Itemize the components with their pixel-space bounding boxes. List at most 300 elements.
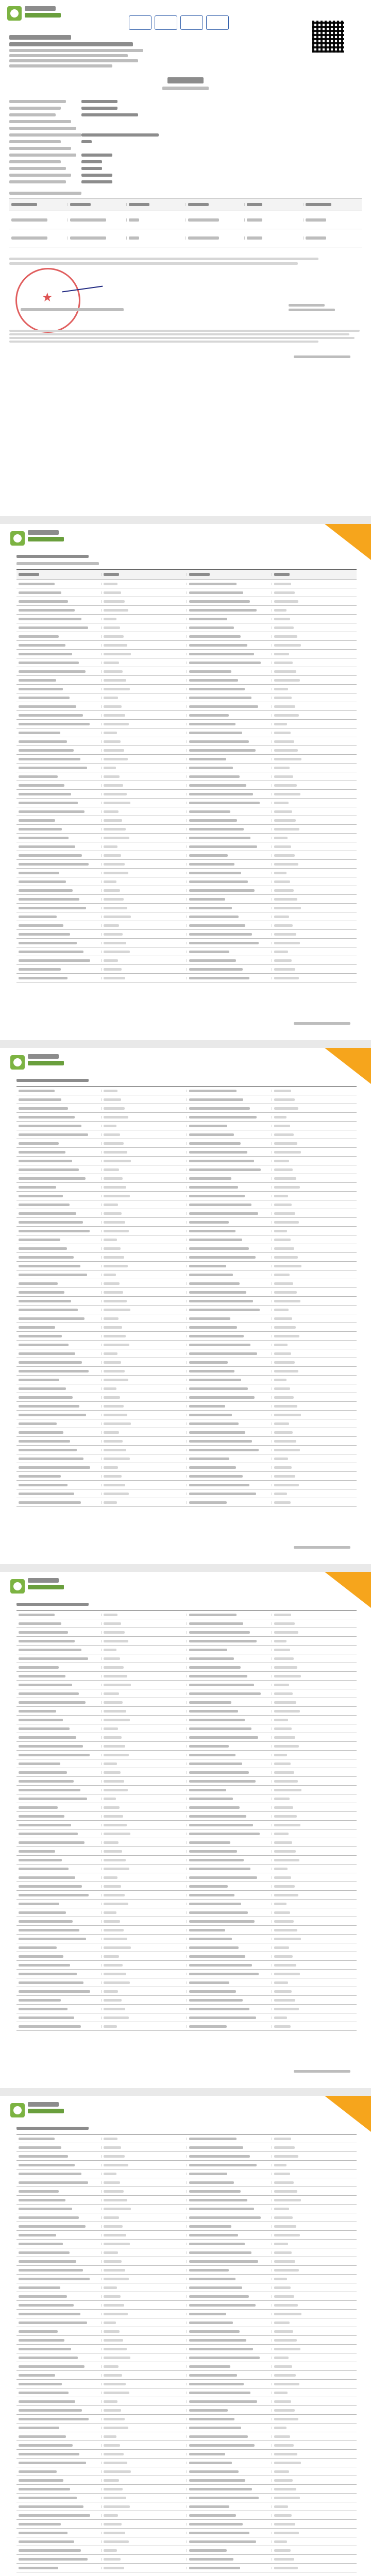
report-date-footer — [289, 304, 335, 311]
table-cell — [16, 2462, 102, 2464]
table-cell — [187, 2418, 272, 2420]
table-cell — [102, 1981, 187, 1984]
table-row — [16, 799, 357, 807]
table-row — [16, 947, 357, 956]
table-row — [16, 1882, 357, 1891]
table-cell — [16, 1414, 102, 1416]
table-row — [16, 1628, 357, 1637]
table-cell — [16, 1449, 102, 1451]
table-cell — [272, 705, 357, 708]
table-cell — [187, 1186, 272, 1189]
table-cell — [272, 1754, 357, 1756]
table-cell — [102, 1221, 187, 1224]
table-row — [16, 1646, 357, 1654]
table-cell — [272, 1981, 357, 1984]
table-cell — [187, 2400, 272, 2403]
table-cell — [102, 2181, 187, 2184]
table-row — [16, 588, 357, 597]
table-row — [16, 825, 357, 834]
table-cell — [16, 1736, 102, 1739]
table-cell — [16, 924, 102, 927]
table-cell — [187, 1815, 272, 1818]
table-cell — [272, 2243, 357, 2245]
ilac-certification-icon — [180, 15, 203, 30]
section-title — [16, 562, 99, 565]
table-row — [16, 2415, 357, 2424]
table-cell — [272, 2286, 357, 2289]
table-cell — [102, 2374, 187, 2377]
table-cell — [272, 2295, 357, 2298]
table-cell — [187, 1414, 272, 1416]
table-row — [16, 1428, 357, 1437]
table-cell — [102, 1387, 187, 1390]
table-cell — [102, 723, 187, 725]
table-row — [16, 904, 357, 912]
table-cell — [272, 1911, 357, 1914]
table-cell — [102, 1317, 187, 1320]
table-cell — [272, 2444, 357, 2447]
table-cell — [102, 1859, 187, 1861]
table-cell — [272, 1614, 357, 1616]
table-cell — [187, 1614, 272, 1616]
table-cell — [187, 828, 272, 831]
table-cell — [187, 1745, 272, 1748]
table-cell — [187, 1344, 272, 1346]
table-cell — [16, 2025, 102, 2028]
table-cell — [102, 1239, 187, 1241]
table-row — [16, 1681, 357, 1689]
table-row — [16, 1821, 357, 1829]
table-cell — [187, 2540, 272, 2543]
table-cell — [16, 1475, 102, 1478]
table-row — [16, 2546, 357, 2555]
table-cell — [187, 2155, 272, 2158]
table-cell — [187, 1493, 272, 1495]
table-cell — [16, 1090, 102, 1092]
table-cell — [272, 1745, 357, 1748]
table-cell — [272, 1335, 357, 1337]
table-cell — [187, 644, 272, 647]
pesticide-results-table — [16, 569, 357, 982]
cma-certification-icon — [155, 15, 177, 30]
table-row — [16, 2397, 357, 2406]
table-cell — [272, 1964, 357, 1967]
table-cell — [16, 1458, 102, 1460]
table-cell — [16, 1684, 102, 1686]
table-cell — [272, 828, 357, 831]
table-cell — [272, 1352, 357, 1355]
table-cell — [272, 1317, 357, 1320]
table-cell — [16, 1493, 102, 1495]
table-cell — [272, 1999, 357, 2002]
table-cell — [16, 951, 102, 953]
table-cell — [16, 2549, 102, 2552]
table-row — [16, 1742, 357, 1751]
table-cell — [272, 1973, 357, 1975]
table-cell — [16, 1256, 102, 1259]
table-cell — [187, 1221, 272, 1224]
table-row — [16, 2371, 357, 2380]
table-cell — [187, 2339, 272, 2342]
table-cell — [16, 2514, 102, 2517]
table-cell — [187, 802, 272, 804]
table-cell — [102, 2505, 187, 2508]
report-page-4 — [0, 1572, 371, 2088]
table-cell — [16, 2181, 102, 2184]
table-row — [16, 2310, 357, 2318]
table-cell — [272, 2321, 357, 2324]
table-row — [16, 1935, 357, 1943]
table-cell — [102, 1710, 187, 1713]
table-cell — [272, 1692, 357, 1695]
table-row — [16, 1244, 357, 1253]
table-cell — [187, 1946, 272, 1949]
table-cell — [16, 802, 102, 804]
table-cell — [16, 626, 102, 629]
table-row — [16, 711, 357, 720]
table-cell — [102, 2025, 187, 2028]
table-cell — [16, 933, 102, 936]
table-cell — [187, 1160, 272, 1162]
table-cell — [16, 837, 102, 839]
table-cell — [102, 933, 187, 936]
table-cell — [102, 2488, 187, 2490]
table-cell — [187, 854, 272, 857]
table-cell — [16, 1142, 102, 1145]
table-cell — [16, 784, 102, 787]
table-cell — [272, 2514, 357, 2517]
table-cell — [187, 1440, 272, 1443]
table-cell — [187, 1422, 272, 1425]
table-row — [16, 772, 357, 781]
table-cell — [187, 959, 272, 962]
table-row — [16, 2283, 357, 2292]
table-cell — [102, 1789, 187, 1791]
table-cell — [187, 2479, 272, 2482]
table-cell — [187, 1754, 272, 1756]
table-cell — [16, 1230, 102, 1232]
table-row — [16, 2170, 357, 2178]
table-cell — [187, 837, 272, 839]
table-cell — [102, 635, 187, 638]
table-cell — [16, 854, 102, 857]
table-cell — [102, 609, 187, 612]
table-row — [16, 1786, 357, 1794]
table-cell — [187, 2286, 272, 2289]
table-cell — [272, 2400, 357, 2403]
table-cell — [272, 2138, 357, 2140]
table-cell — [272, 1675, 357, 1677]
table-cell — [272, 1300, 357, 1302]
table-cell — [187, 2146, 272, 2149]
table-cell — [187, 1859, 272, 1861]
table-cell — [102, 2016, 187, 2019]
table-cell — [102, 924, 187, 927]
table-row — [16, 746, 357, 755]
table-row — [16, 2511, 357, 2520]
table-cell — [102, 1405, 187, 1408]
table-row — [16, 1917, 357, 1926]
table-cell — [272, 880, 357, 883]
table-cell — [16, 959, 102, 962]
table-cell — [102, 2295, 187, 2298]
table-row — [16, 2196, 357, 2205]
table-row — [16, 921, 357, 930]
table-row — [16, 886, 357, 895]
table-cell — [272, 2418, 357, 2420]
table-cell — [272, 810, 357, 813]
table-cell — [187, 583, 272, 585]
company-seal-stamp — [15, 268, 80, 333]
table-cell — [187, 1326, 272, 1329]
table-row — [16, 2257, 357, 2266]
table-cell — [16, 1806, 102, 1809]
table-cell — [187, 977, 272, 979]
table-cell — [187, 1098, 272, 1101]
table-cell — [102, 1195, 187, 1197]
table-cell — [102, 1160, 187, 1162]
table-cell — [16, 1780, 102, 1783]
table-cell — [16, 2409, 102, 2412]
table-cell — [187, 1125, 272, 1127]
table-row — [16, 693, 357, 702]
table-cell — [16, 1719, 102, 1721]
table-cell — [102, 1458, 187, 1460]
table-row — [16, 1393, 357, 1402]
table-cell — [272, 2357, 357, 2359]
table-cell — [187, 1649, 272, 1651]
table-row — [16, 2266, 357, 2275]
table-cell — [102, 1657, 187, 1660]
table-cell — [187, 1789, 272, 1791]
table-row — [16, 1122, 357, 1130]
table-cell — [272, 2234, 357, 2236]
table-cell — [187, 2383, 272, 2385]
table-cell — [272, 1221, 357, 1224]
table-row — [16, 790, 357, 799]
table-cell — [102, 2479, 187, 2482]
table-cell — [272, 626, 357, 629]
table-cell — [187, 723, 272, 725]
report-no — [16, 1079, 89, 1082]
table-row — [16, 667, 357, 676]
table-row — [16, 1707, 357, 1716]
table-cell — [187, 2173, 272, 2175]
table-cell — [16, 618, 102, 620]
table-row — [16, 2275, 357, 2283]
table-cell — [272, 635, 357, 638]
table-row — [16, 2013, 357, 2022]
table-row — [16, 1672, 357, 1681]
table-cell — [272, 1622, 357, 1625]
cnas-certification-icon — [206, 15, 229, 30]
table-cell — [16, 1990, 102, 1993]
table-cell — [272, 1833, 357, 1835]
table-cell — [16, 1291, 102, 1294]
table-cell — [16, 1309, 102, 1311]
table-cell — [102, 618, 187, 620]
table-cell — [102, 1833, 187, 1835]
table-cell — [102, 1964, 187, 1967]
table-cell — [102, 1666, 187, 1669]
table-cell — [102, 1631, 187, 1634]
table-row — [16, 1297, 357, 1306]
table-cell — [102, 907, 187, 909]
table-cell — [187, 591, 272, 594]
table-cell — [187, 1692, 272, 1695]
table-cell — [187, 1920, 272, 1923]
table-cell — [272, 1806, 357, 1809]
table-cell — [272, 697, 357, 699]
table-cell — [102, 2225, 187, 2228]
table-cell — [102, 775, 187, 778]
table-cell — [187, 1335, 272, 1337]
table-row — [16, 1838, 357, 1847]
table-cell — [272, 1396, 357, 1399]
table-cell — [187, 2365, 272, 2368]
table-cell — [102, 2269, 187, 2272]
table-cell — [16, 2558, 102, 2561]
table-cell — [272, 2313, 357, 2315]
table-cell — [272, 2190, 357, 2193]
table-cell — [102, 1396, 187, 1399]
company-name-footer — [21, 308, 124, 311]
table-cell — [272, 2505, 357, 2508]
table-row — [16, 632, 357, 641]
table-cell — [272, 1657, 357, 1660]
table-row — [16, 755, 357, 764]
table-cell — [16, 1186, 102, 1189]
table-cell — [102, 583, 187, 585]
table-cell — [102, 2523, 187, 2526]
table-cell — [272, 2567, 357, 2569]
table-cell — [16, 2444, 102, 2447]
table-cell — [16, 1657, 102, 1660]
table-cell — [187, 2269, 272, 2272]
table-cell — [272, 1405, 357, 1408]
table-row — [16, 1174, 357, 1183]
company-logo-text — [28, 1578, 64, 1589]
alex-stewart-logo-icon — [7, 6, 22, 21]
table-cell — [272, 1798, 357, 1800]
table-cell — [187, 2453, 272, 2455]
table-cell — [102, 1938, 187, 1940]
table-cell — [272, 1631, 357, 1634]
table-cell — [102, 644, 187, 647]
table-cell — [16, 1107, 102, 1110]
table-cell — [102, 1125, 187, 1127]
table-row — [16, 1288, 357, 1297]
table-cell — [16, 1265, 102, 1267]
table-cell — [102, 1247, 187, 1250]
company-logo-text — [28, 1054, 64, 1065]
table-row — [16, 1279, 357, 1288]
table-cell — [272, 1990, 357, 1993]
table-cell — [272, 670, 357, 673]
table-cell — [187, 1501, 272, 1504]
table-cell — [272, 714, 357, 717]
table-cell — [272, 2392, 357, 2394]
table-row — [16, 1463, 357, 1472]
table-cell — [102, 662, 187, 664]
table-cell — [102, 1719, 187, 1721]
table-cell — [16, 1160, 102, 1162]
table-row — [16, 1961, 357, 1970]
table-cell — [187, 907, 272, 909]
table-cell — [16, 697, 102, 699]
table-cell — [272, 793, 357, 795]
table-row — [16, 1358, 357, 1367]
table-row — [16, 2520, 357, 2529]
table-cell — [16, 1675, 102, 1677]
pesticide-results-table — [16, 1086, 357, 1507]
table-cell — [102, 872, 187, 874]
table-row — [16, 2301, 357, 2310]
table-cell — [187, 942, 272, 944]
table-cell — [102, 2304, 187, 2307]
table-row — [16, 641, 357, 650]
table-cell — [187, 732, 272, 734]
table-row — [16, 2213, 357, 2222]
corner-decoration — [325, 1572, 371, 1608]
table-cell — [16, 1282, 102, 1285]
table-cell — [16, 2392, 102, 2394]
table-cell — [272, 1239, 357, 1241]
report-page-2 — [0, 524, 371, 1040]
table-row — [16, 2502, 357, 2511]
table-cell — [102, 1675, 187, 1677]
table-cell — [272, 1116, 357, 1118]
table-cell — [187, 679, 272, 682]
table-cell — [272, 1256, 357, 1259]
table-cell — [187, 697, 272, 699]
table-cell — [187, 1204, 272, 1206]
table-cell — [102, 688, 187, 690]
table-cell — [187, 1736, 272, 1739]
table-cell — [272, 2304, 357, 2307]
table-cell — [16, 644, 102, 647]
table-cell — [16, 2479, 102, 2482]
table-cell — [102, 1440, 187, 1443]
table-cell — [187, 2462, 272, 2464]
table-row — [16, 869, 357, 877]
table-cell — [187, 1684, 272, 1686]
table-cell — [272, 2225, 357, 2228]
table-cell — [16, 2146, 102, 2149]
table-cell — [16, 2216, 102, 2219]
table-row — [16, 1209, 357, 1218]
alex-stewart-logo-icon — [10, 531, 25, 546]
table-cell — [187, 775, 272, 778]
table-cell — [187, 1168, 272, 1171]
table-row — [16, 676, 357, 685]
table-row — [16, 1865, 357, 1873]
table-cell — [16, 2260, 102, 2263]
table-row — [16, 1332, 357, 1341]
table-row — [16, 580, 357, 588]
table-cell — [187, 2567, 272, 2569]
table-cell — [16, 2321, 102, 2324]
table-cell — [102, 714, 187, 717]
table-cell — [102, 740, 187, 743]
table-row — [16, 1498, 357, 1507]
table-cell — [16, 670, 102, 673]
table-cell — [102, 1692, 187, 1695]
table-cell — [16, 705, 102, 708]
table-cell — [16, 1692, 102, 1695]
table-cell — [272, 1090, 357, 1092]
table-row — [16, 2406, 357, 2415]
